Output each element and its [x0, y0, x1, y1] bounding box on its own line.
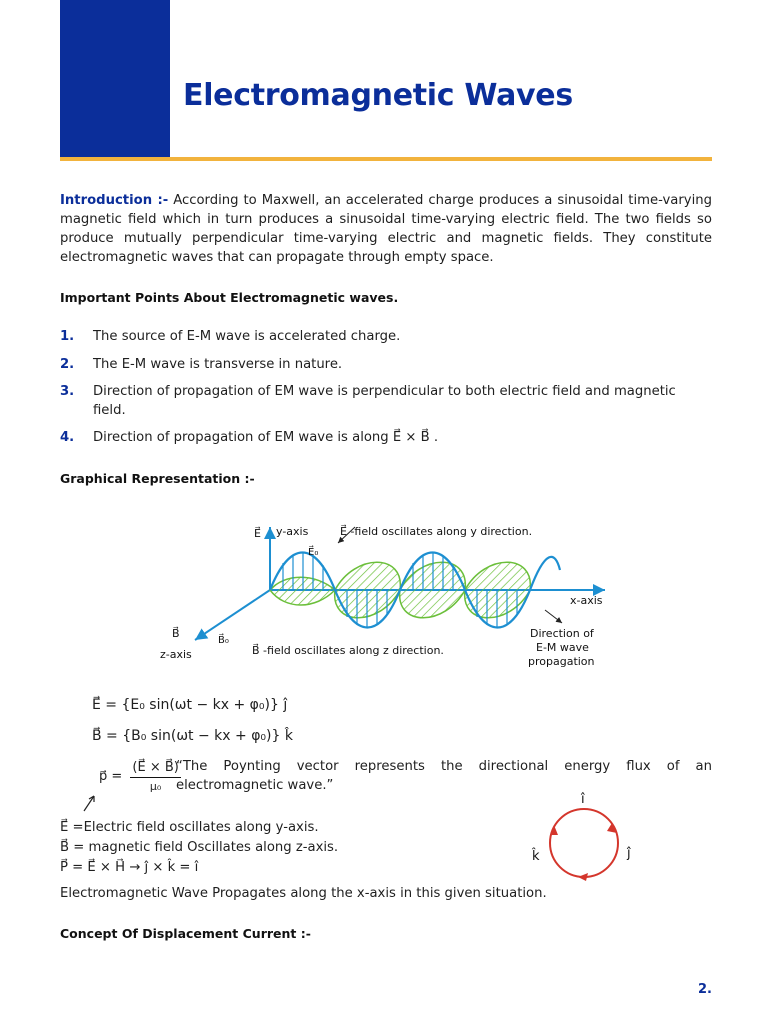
cycle-j-label: ĵ: [627, 846, 631, 861]
b0-label: B⃗₀: [218, 635, 229, 646]
points-heading: Important Points About Electromagnetic waves.: [60, 290, 399, 305]
pointer-arrow-icon: [82, 793, 98, 813]
poynting-denominator: μ₀: [149, 780, 162, 793]
list-text: Direction of propagation of EM wave is perpendicular to both electric field and magnetic field.: [93, 384, 676, 418]
z-axis-line: [195, 590, 270, 640]
intro-paragraph: [60, 191, 712, 267]
fact-magnetic: B⃗ = magnetic field Oscillates along z-axis.: [60, 840, 339, 855]
direction-label-3: propagation: [528, 655, 595, 668]
page-title: Electromagnetic Waves: [183, 78, 573, 113]
z-axis-label: z-axis: [160, 648, 192, 661]
b-axis-label: B⃗: [172, 627, 180, 640]
list-text: The source of E-M wave is accelerated charge.: [93, 329, 401, 344]
field-facts: [60, 818, 338, 878]
header-rule: [60, 157, 712, 161]
intro-text: According to Maxwell, an accelerated charge produces a sinusoidal time-varying magnetic field which in turn produces a sinusoidal time-varying electric field. The two fields so produce mutually perpendicular time-varying electric and magnetic fields. They constitute electromagnetic waves that can propagate through empty space.: [60, 193, 712, 265]
poynting-description: “The Poynting vector represents the directional energy flux of an electromagnetic wave.”: [176, 759, 712, 793]
cycle-i-label: î: [581, 792, 585, 807]
page-number: 2.: [698, 982, 712, 997]
e-axis-label: E⃗: [254, 527, 261, 540]
list-item: [60, 328, 712, 347]
y-axis-label: y-axis: [276, 525, 309, 538]
list-item: [60, 383, 712, 420]
unit-vector-cycle-diagram: [520, 785, 650, 895]
list-number: 3.: [60, 384, 75, 399]
list-number: 4.: [60, 430, 75, 445]
concept-heading: Concept Of Displacement Current :-: [60, 926, 311, 941]
list-number: 1.: [60, 329, 75, 344]
list-item: [60, 356, 712, 375]
list-text: The E-M wave is transverse in nature.: [93, 356, 343, 372]
graph-heading: Graphical Representation :-: [60, 471, 255, 486]
points-list: [60, 328, 712, 457]
em-wave-diagram: [150, 515, 630, 675]
fact-poynting: P⃗ = E⃗ × H⃗ → ĵ × k̂ = î: [60, 860, 199, 875]
header-color-block: [60, 0, 170, 157]
direction-label-1: Direction of: [530, 627, 594, 640]
b-field-note: B⃗ -field oscillates along z direction.: [252, 644, 444, 657]
magnetic-field-equation: B⃗ = {B₀ sin(ωt − kx + φ₀)} k̂: [92, 728, 293, 744]
list-text: Direction of propagation of EM wave is along E⃗ × B⃗ .: [93, 430, 439, 445]
e-field-note: E⃗ -field oscillates along y direction.: [340, 525, 533, 538]
fact-electric: E⃗ =Electric field oscillates along y-axis.: [60, 820, 319, 835]
list-number: 2.: [60, 356, 75, 372]
direction-label-2: E-M wave: [536, 641, 589, 654]
cycle-k-label: k̂: [532, 849, 540, 864]
e0-label: E⃗₀: [308, 547, 319, 558]
intro-lead: Introduction :-: [60, 193, 169, 208]
poynting-equation: [99, 760, 181, 793]
poynting-lhs: p⃗ =: [99, 769, 123, 784]
electric-field-equation: E⃗ = {E₀ sin(ωt − kx + φ₀)} ĵ: [92, 697, 288, 713]
propagation-note: Electromagnetic Wave Propagates along the x-axis in this given situation.: [60, 886, 547, 901]
x-axis-label: x-axis: [570, 594, 603, 607]
poynting-fraction: [130, 760, 180, 793]
list-item: [60, 429, 712, 448]
poynting-numerator: (E⃗ × B⃗): [130, 760, 180, 778]
